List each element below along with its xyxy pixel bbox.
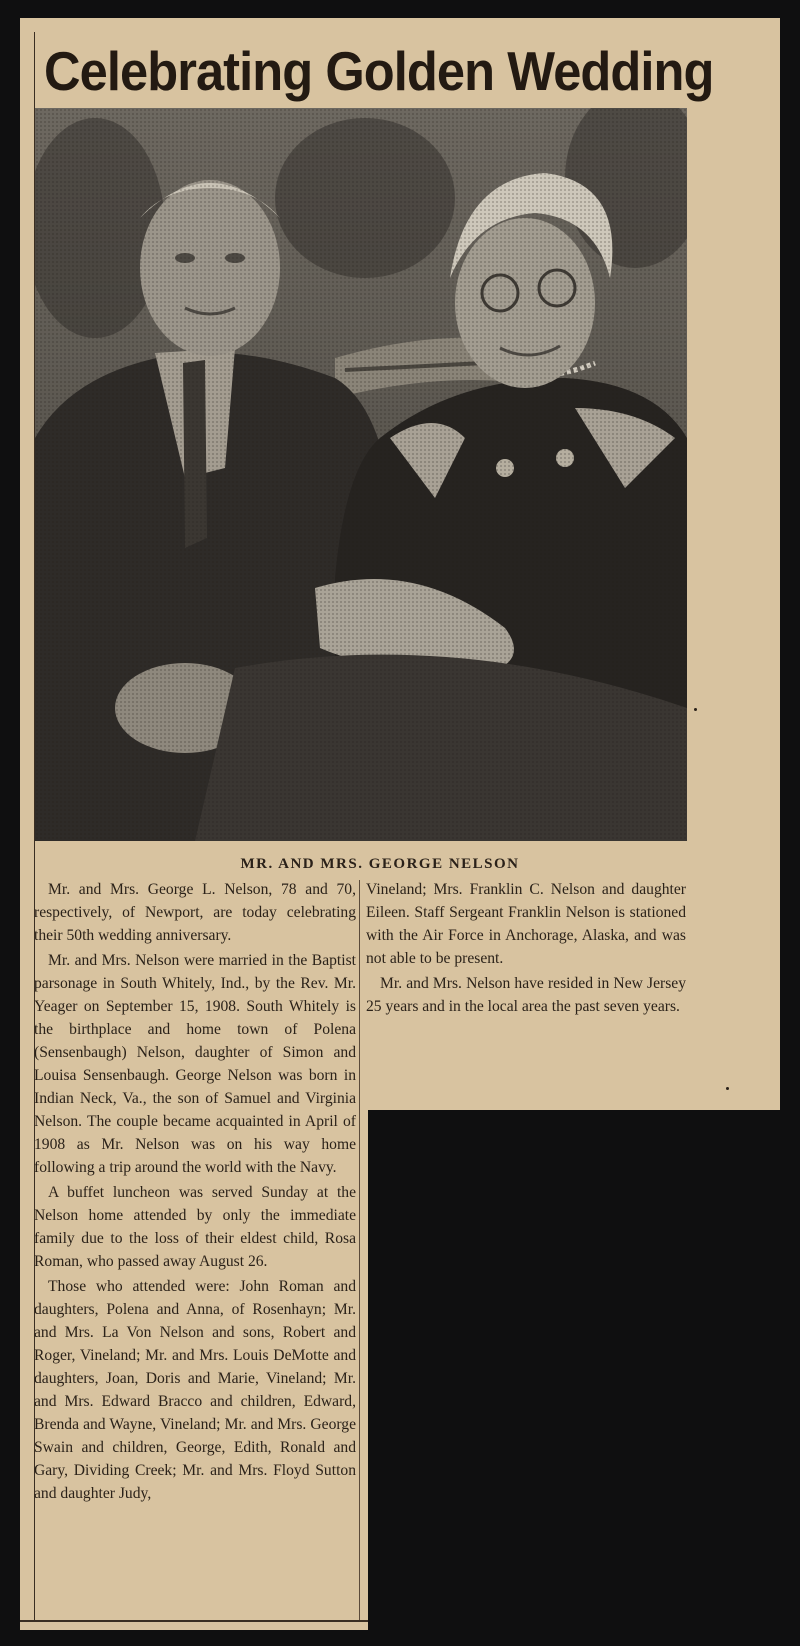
photo-caption: MR. AND MRS. GEORGE NELSON [240,856,520,872]
article-paragraph: Mr. and Mrs. George L. Nelson, 78 and 70, respectively, of Newport, are today celebrating their 50th wedding anniversary. [34,881,356,944]
paper-speck [694,708,697,711]
article-paragraph: Mr. and Mrs. Nelson have resided in New Jersey 25 years and in the local area the past seven years. [366,975,686,1015]
article-right-column [366,878,686,1020]
paper-speck [726,1087,729,1090]
couple-photo [35,108,687,841]
article-paragraph: Mr. and Mrs. Nelson were married in the Baptist parsonage in South Whitely, Ind., by the Rev. Mr. Yeager on September 15, 1908. South Whitely is the birthplace and home town of Polena (Sensenbaugh) Nelson, daughter of Simon and Louisa Sensenbaugh. George Nelson was born in Indian Neck, Va., the son of Samuel and Virginia Nelson. The couple became acquainted in April of 1908 as Mr. Nelson was on his way home following a trip around the world with the Navy. [34,952,356,1176]
article-paragraph: Those who attended were: John Roman and daughters, Polena and Anna, of Rosenhayn; Mr. and Mrs. La Von Nelson and sons, Robert and Roger, Vineland; Mr. and Mrs. Louis DeMotte and daughters, Joan, Doris and Marie, Vineland; Mr. and Mrs. Edward Bracco and children, Edward, Brenda and Wayne, Vineland; Mr. and Mrs. George Swain and children, George, Edith, Ronald and Gary, Dividing Creek; Mr. and Mrs. Floyd Sutton and daughter Judy, [34,1278,356,1502]
article-left-column [34,878,356,1507]
article-paragraph: A buffet luncheon was served Sunday at the Nelson home attended by only the immediate family due to the loss of their eldest child, Rosa Roman, who passed away August 26. [34,1184,356,1270]
article-paragraph: Vineland; Mrs. Franklin C. Nelson and daughter Eileen. Staff Sergeant Franklin Nelson is stationed with the Air Force in Anchorage, Alaska, and was not able to be present. [366,881,686,967]
headline: Celebrating Golden Wedding [44,40,714,102]
clipping-bottom-rule [20,1620,368,1622]
column-divider [359,880,360,1620]
